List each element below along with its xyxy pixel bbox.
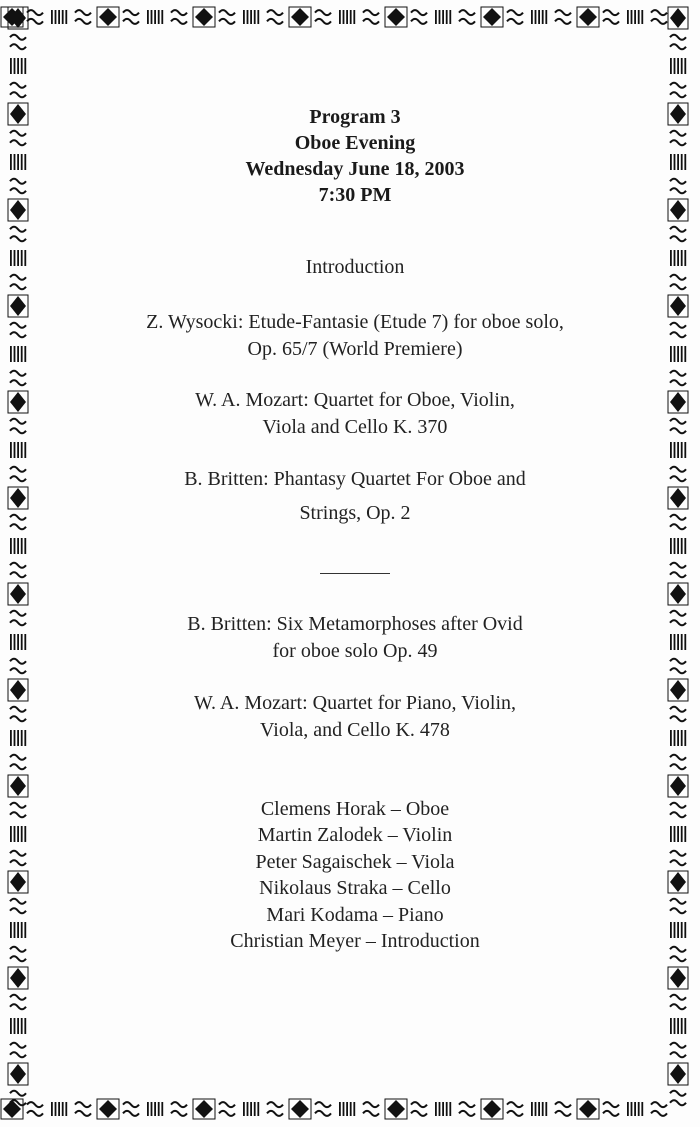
ornament-tile <box>7 1086 29 1110</box>
ornament-tile <box>216 1098 240 1120</box>
performer-entry: Nikolaus Straka – Cello <box>259 877 451 900</box>
ornament-tile <box>7 918 29 942</box>
work-line: Z. Wysocki: Etude-Fantasie (Etude 7) for oboe solo, <box>146 311 564 333</box>
ornament-tile <box>480 6 504 28</box>
ornament-tile <box>667 198 689 222</box>
ornament-tile <box>7 462 29 486</box>
work-line: Introduction <box>305 256 405 278</box>
ornament-tile <box>667 774 689 798</box>
work-britten-phantasy <box>60 466 650 527</box>
ornament-tile <box>7 750 29 774</box>
ornament-tile <box>667 678 689 702</box>
ornament-tile <box>264 6 288 28</box>
ornament-tile <box>7 630 29 654</box>
ornament-tile <box>7 678 29 702</box>
ornament-tile <box>667 894 689 918</box>
ornament-tile <box>7 702 29 726</box>
ornament-tile <box>667 342 689 366</box>
ornament-tile <box>667 798 689 822</box>
ornament-tile <box>667 582 689 606</box>
performer-entry: Christian Meyer – Introduction <box>230 930 480 953</box>
ornament-tile <box>7 246 29 270</box>
ornament-tile <box>7 558 29 582</box>
work-line: Viola, and Cello K. 478 <box>260 719 450 741</box>
ornament-tile <box>667 366 689 390</box>
work-line: Strings, Op. 2 <box>299 502 411 524</box>
ornament-tile <box>408 6 432 28</box>
ornament-tile <box>667 1014 689 1038</box>
ornament-tile <box>456 1098 480 1120</box>
ornament-tile <box>667 510 689 534</box>
ornament-tile <box>7 726 29 750</box>
ornament-tile <box>7 582 29 606</box>
ornament-tile <box>456 6 480 28</box>
ornament-tile <box>667 246 689 270</box>
ornament-tile <box>504 6 528 28</box>
work-wysocki-etude <box>60 309 650 363</box>
work-line: B. Britten: Six Metamorphoses after Ovid <box>187 613 523 635</box>
work-line: W. A. Mozart: Quartet for Oboe, Violin, <box>195 389 515 411</box>
ornament-tile <box>667 102 689 126</box>
ornament-tile <box>7 126 29 150</box>
program-time: 7:30 PM <box>318 184 392 206</box>
ornament-tile <box>7 78 29 102</box>
ornament-tile <box>528 6 552 28</box>
ornament-tile <box>360 6 384 28</box>
ornament-tile <box>7 150 29 174</box>
ornament-tile <box>72 6 96 28</box>
ornament-tile <box>7 966 29 990</box>
ornament-tile <box>480 1098 504 1120</box>
ornament-tile <box>7 1014 29 1038</box>
program-title: Oboe Evening <box>294 132 416 154</box>
ornament-tile <box>288 6 312 28</box>
work-britten-metamorphoses <box>60 611 650 665</box>
ornament-tile <box>192 1098 216 1120</box>
work-mozart-oboe-quartet <box>60 387 650 441</box>
ornament-tile <box>667 126 689 150</box>
ornament-tile <box>7 198 29 222</box>
ornament-tile <box>667 966 689 990</box>
ornament-tile <box>7 654 29 678</box>
ornament-tile <box>552 6 576 28</box>
ornament-tile <box>667 534 689 558</box>
ornament-tile <box>7 990 29 1014</box>
ornament-tile <box>7 1062 29 1086</box>
performer-entry: Martin Zalodek – Violin <box>257 824 453 847</box>
ornament-tile <box>667 414 689 438</box>
ornament-tile <box>576 1098 600 1120</box>
ornament-tile <box>7 486 29 510</box>
ornament-tile <box>667 942 689 966</box>
ornament-tile <box>7 414 29 438</box>
ornament-tile <box>7 846 29 870</box>
ornament-tile <box>240 1098 264 1120</box>
work-line: B. Britten: Phantasy Quartet For Oboe and <box>184 468 526 490</box>
ornament-tile <box>7 294 29 318</box>
ornament-tile <box>667 174 689 198</box>
ornament-tile <box>667 1038 689 1062</box>
ornament-tile <box>144 1098 168 1120</box>
ornament-tile <box>667 630 689 654</box>
performer-entry: Clemens Horak – Oboe <box>260 798 450 820</box>
ornament-tile <box>7 606 29 630</box>
work-line: Viola and Cello K. 370 <box>262 416 448 438</box>
ornament-tile <box>7 318 29 342</box>
ornament-tile <box>312 1098 336 1120</box>
decorative-border-right <box>666 6 690 1116</box>
ornament-tile <box>667 486 689 510</box>
ornament-tile <box>667 438 689 462</box>
work-line: W. A. Mozart: Quartet for Piano, Violin, <box>193 692 517 714</box>
ornament-tile <box>667 726 689 750</box>
ornament-tile <box>667 654 689 678</box>
ornament-tile <box>7 822 29 846</box>
ornament-tile <box>168 1098 192 1120</box>
ornament-tile <box>7 30 29 54</box>
ornament-tile <box>7 1038 29 1062</box>
ornament-tile <box>667 918 689 942</box>
ornament-tile <box>336 6 360 28</box>
ornament-tile <box>624 1098 648 1120</box>
ornament-tile <box>7 174 29 198</box>
ornament-tile <box>7 222 29 246</box>
performer-entry: Mari Kodama – Piano <box>266 903 444 926</box>
ornament-tile <box>288 1098 312 1120</box>
ornament-tile <box>432 6 456 28</box>
ornament-tile <box>528 1098 552 1120</box>
ornament-tile <box>7 774 29 798</box>
ornament-tile <box>312 6 336 28</box>
ornament-tile <box>7 942 29 966</box>
ornament-tile <box>48 6 72 28</box>
ornament-tile <box>96 6 120 28</box>
ornament-tile <box>7 342 29 366</box>
ornament-tile <box>667 390 689 414</box>
ornament-tile <box>624 6 648 28</box>
ornament-tile <box>600 1098 624 1120</box>
ornament-tile <box>360 1098 384 1120</box>
ornament-tile <box>48 1098 72 1120</box>
ornament-tile <box>667 6 689 30</box>
ornament-tile <box>667 606 689 630</box>
performer-list <box>60 796 650 954</box>
ornament-tile <box>667 846 689 870</box>
ornament-tile <box>667 702 689 726</box>
ornament-tile <box>7 366 29 390</box>
work-introduction <box>60 254 650 281</box>
intermission-divider <box>320 573 390 574</box>
ornament-tile <box>120 1098 144 1120</box>
ornament-tile <box>384 6 408 28</box>
ornament-tile <box>667 750 689 774</box>
ornament-tile <box>576 6 600 28</box>
ornament-tile <box>667 30 689 54</box>
ornament-tile <box>336 1098 360 1120</box>
ornament-tile <box>7 510 29 534</box>
ornament-tile <box>7 270 29 294</box>
performer-entry: Peter Sagaischek – Viola <box>255 850 455 873</box>
ornament-tile <box>667 318 689 342</box>
ornament-tile <box>504 1098 528 1120</box>
ornament-tile <box>408 1098 432 1120</box>
ornament-tile <box>667 870 689 894</box>
ornament-tile <box>168 6 192 28</box>
ornament-tile <box>384 1098 408 1120</box>
ornament-tile <box>120 6 144 28</box>
program-number: Program 3 <box>309 106 401 128</box>
ornament-tile <box>667 222 689 246</box>
ornament-tile <box>667 78 689 102</box>
decorative-border-top <box>0 5 694 29</box>
ornament-tile <box>7 54 29 78</box>
ornament-tile <box>192 6 216 28</box>
ornament-tile <box>7 894 29 918</box>
ornament-tile <box>667 1062 689 1086</box>
program-heading <box>60 104 650 208</box>
ornament-tile <box>667 1086 689 1110</box>
ornament-tile <box>600 6 624 28</box>
ornament-tile <box>7 102 29 126</box>
ornament-tile <box>667 54 689 78</box>
ornament-tile <box>667 294 689 318</box>
ornament-tile <box>264 1098 288 1120</box>
ornament-tile <box>667 990 689 1014</box>
ornament-tile <box>96 1098 120 1120</box>
ornament-tile <box>7 6 29 30</box>
ornament-tile <box>7 390 29 414</box>
ornament-tile <box>667 150 689 174</box>
work-line: for oboe solo Op. 49 <box>272 640 438 662</box>
ornament-tile <box>7 438 29 462</box>
ornament-tile <box>667 558 689 582</box>
decorative-border-bottom <box>0 1097 694 1121</box>
ornament-tile <box>432 1098 456 1120</box>
ornament-tile <box>7 534 29 558</box>
ornament-tile <box>144 6 168 28</box>
ornament-tile <box>667 462 689 486</box>
ornament-tile <box>552 1098 576 1120</box>
program-date: Wednesday June 18, 2003 <box>245 158 465 180</box>
ornament-tile <box>667 822 689 846</box>
decorative-border-left <box>6 6 30 1116</box>
ornament-tile <box>667 270 689 294</box>
work-line: Op. 65/7 (World Premiere) <box>247 338 463 360</box>
ornament-tile <box>216 6 240 28</box>
ornament-tile <box>7 870 29 894</box>
ornament-tile <box>240 6 264 28</box>
ornament-tile <box>72 1098 96 1120</box>
work-mozart-piano-quartet <box>60 690 650 744</box>
ornament-tile <box>7 798 29 822</box>
